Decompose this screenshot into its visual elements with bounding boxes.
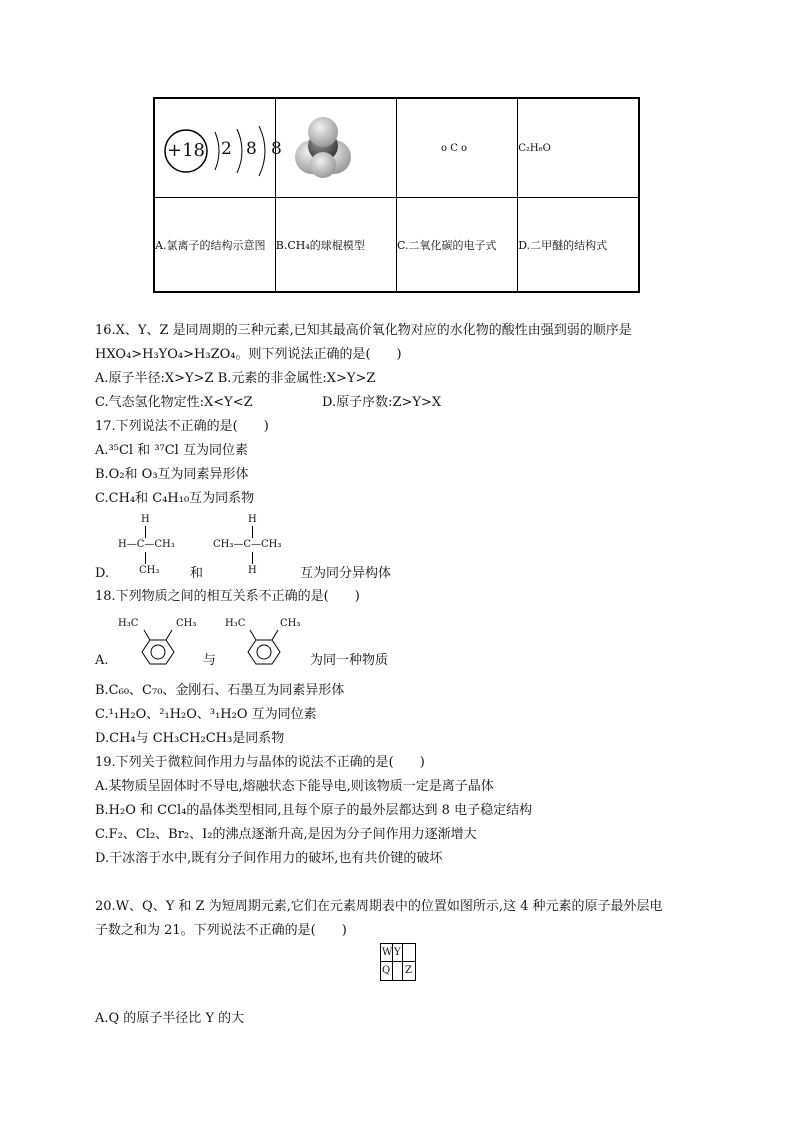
q19-option-c: C.F₂、Cl₂、Br₂、I₂的沸点逐渐升高,是因为分子间作用力逐渐增大 [95, 827, 477, 842]
grid-divider-h [381, 961, 415, 962]
grid-w: W [382, 947, 393, 958]
q16-option-d: D.原子序数:Z>Y>X [322, 395, 442, 410]
q17-option-b: B.O₂和 O₃互为同素异形体 [95, 467, 249, 482]
q19-option-a: A.某物质呈固体时不导电,熔融状态下能导电,则该物质一定是离子晶体 [95, 779, 494, 794]
q20-stem-2: 子数之和为 21。下列说法不正确的是( ) [95, 923, 347, 938]
ring1-sub-right: CH₃ [176, 618, 197, 629]
q18-option-a-with: 与 [203, 653, 217, 668]
ar-diagram-cell [154, 98, 282, 198]
mol1-bond-down [145, 552, 146, 564]
shell-2: 8 [246, 139, 257, 159]
grid-z: Z [405, 965, 412, 976]
ball-model-cell [275, 98, 396, 198]
q19-option-d: D.干冰溶于水中,既有分子间作用力的破坏,也有共价键的破坏 [95, 851, 443, 866]
q17-option-d-and: 和 [190, 566, 204, 581]
q19-stem: 19.下列关于微粒间作用力与晶体的说法不正确的是( ) [95, 755, 425, 770]
mol2-top: H [248, 514, 257, 525]
grid-q: Q [382, 965, 391, 976]
mol1-bot: CH₃ [139, 565, 160, 576]
q20-stem-1: 20.W、Q、Y 和 Z 为短周期元素,它们在元素周期表中的位置如图所示,这 4 种元素的原子最外层电 [95, 899, 663, 914]
grid-y: Y [394, 947, 401, 958]
q16-stem-1: 16.X、Y、Z 是同周期的三种元素,已知其最高价氧化物对应的水化物的酸性由强到弱的顺序是 [95, 323, 632, 338]
mol1-mid: H—C—CH₃ [118, 539, 175, 550]
q17-option-d-label: D. [95, 566, 110, 581]
q19-option-b: B.H₂O 和 CCl₄的晶体类型相同,且每个原子的最外层都达到 8 电子稳定结构 [95, 803, 533, 818]
mol2-bond-down [252, 552, 253, 564]
caption-b: B.CH₄的球棍模型 [275, 198, 396, 293]
formula-cell [518, 98, 639, 198]
dimethyl-ether-formula: C₂H₆O [518, 143, 551, 154]
q17-option-d-tail: 互为同分异构体 [300, 566, 392, 581]
ring2-sub-right: CH₃ [280, 618, 301, 629]
q17-option-a: A.³⁵Cl 和 ³⁷Cl 互为同位素 [95, 443, 248, 458]
ch4-model-image [276, 99, 382, 197]
structure-table [153, 97, 640, 293]
mol2-bond-up [252, 526, 253, 538]
periodic-position-grid [380, 943, 416, 981]
mol1-top: H [141, 514, 150, 525]
co2-electron-formula: o C o [441, 143, 468, 154]
q18-option-d: D.CH₄与 CH₃CH₂CH₃是同系物 [95, 731, 285, 746]
caption-a: A.氯离子的结构示意图 [154, 198, 275, 293]
q18-option-a-label: A. [95, 653, 109, 668]
q16-stem-2: HXO₄>H₃YO₄>H₃ZO₄。则下列说法正确的是( ) [95, 347, 402, 362]
nucleus-charge: +18 [167, 140, 205, 161]
benzene-ring-1 [132, 628, 184, 668]
q18-option-a-tail: 为同一种物质 [310, 653, 389, 668]
shell-1: 2 [221, 139, 232, 159]
q17-stem: 17.下列说法不正确的是( ) [95, 419, 269, 434]
mol2-mid: CH₃—C—CH₃ [213, 539, 282, 550]
grid-divider-2 [402, 944, 403, 980]
grid-divider-1 [392, 944, 393, 980]
q18-stem: 18.下列物质之间的相互关系不正确的是( ) [95, 589, 360, 604]
q18-option-b: B.C₆₀、C₇₀、金刚石、石墨互为同素异形体 [95, 683, 345, 698]
ring2-sub-left: H₃C [225, 618, 246, 629]
ring1-sub-left: H₃C [118, 618, 139, 629]
mol1-bond-up [145, 526, 146, 538]
benzene-ring-2 [238, 628, 290, 668]
co2-cell [397, 98, 518, 198]
caption-c: C.二氧化碳的电子式 [397, 198, 518, 293]
caption-d: D.二甲醚的结构式 [518, 198, 639, 293]
q16-option-ab: A.原子半径:X>Y>Z B.元素的非金属性:X>Y>Z [95, 371, 376, 386]
q20-option-a: A.Q 的原子半径比 Y 的大 [95, 1011, 245, 1026]
q18-option-c: C.¹₁H₂O、²₁H₂O、³₁H₂O 互为同位素 [95, 707, 317, 722]
q16-option-c: C.气态氢化物定性:X<Y<Z [95, 395, 253, 410]
shell-3: 8 [271, 139, 282, 159]
mol2-bot: H [248, 565, 257, 576]
q17-option-c: C.CH₄和 C₄H₁₀互为同系物 [95, 491, 255, 506]
